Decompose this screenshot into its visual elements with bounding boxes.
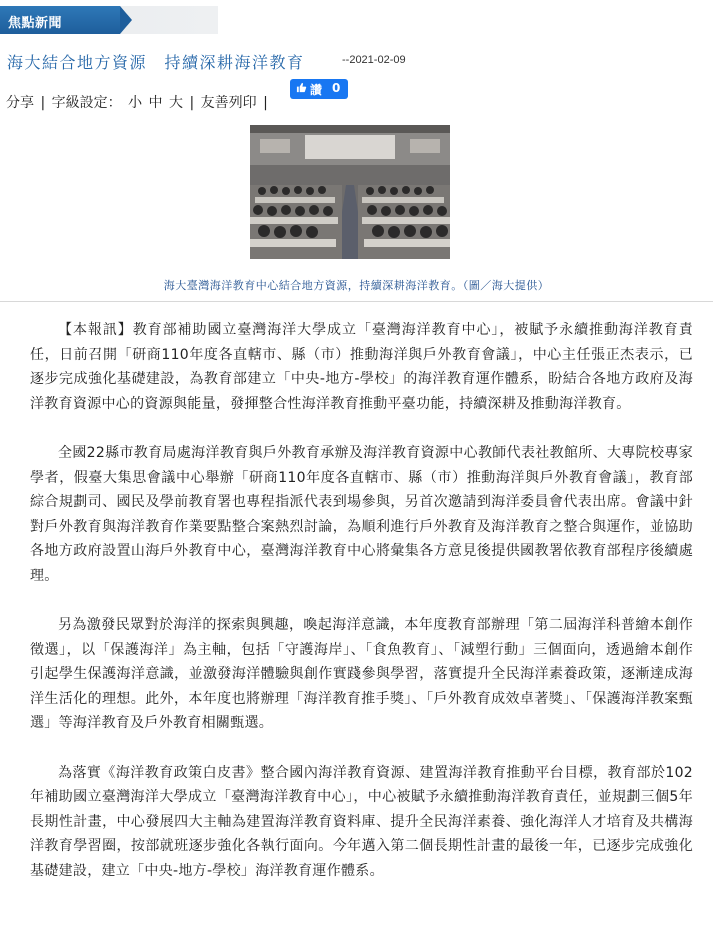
font-small-link[interactable]: 小: [128, 95, 143, 111]
font-size-label: 字級設定：: [51, 95, 122, 111]
article-toolbar: [6, 92, 270, 112]
photo-caption: 海大臺灣海洋教育中心結合地方資源，持續深耕海洋教育。（圖／海大提供）: [163, 279, 550, 292]
article-title: 海大結合地方資源 持續深耕海洋教育: [7, 53, 305, 72]
article-photo: [250, 125, 450, 259]
divider: [0, 301, 713, 302]
toolbar-separator: |: [189, 95, 195, 111]
print-link[interactable]: 友善列印: [200, 95, 257, 111]
like-label: 讚: [310, 83, 323, 97]
article-paragraph: 全國22縣市教育局處海洋教育與戶外教育承辦及海洋教育資源中心教師代表社教館所、大專院校專家學者，假臺大集思會議中心舉辦「研商110年度各直轄市、縣（市）推動海洋與戶外教育會議」，教育部綜合規劃司、國民及學前教育署也專程指派代表到場參與，另首次邀請到海洋委員會代表出席。會議中針對戶外教育與海洋教育作業要點整合案熱烈討論，為順利進行戶外教育及海洋教育之整合與運作，並協助各地方政府設置山海戶外教育中心，臺灣海洋教育中心將彙集各方意見後提供國教署依教育部程序後續處理。: [30, 445, 693, 584]
font-medium-link[interactable]: 中: [148, 95, 163, 111]
article-body: [30, 318, 693, 908]
article-paragraph: 為落實《海洋教育政策白皮書》整合國內海洋教育資源、建置海洋教育推動平台目標，教育部於102年補助國立臺灣海洋大學成立「臺灣海洋教育中心」，中心被賦予永續推動海洋教育責任，並規劃三個5年長期性計畫，中心發展四大主軸為建置海洋教育資料庫、提升全民海洋素養、強化海洋人才培育及共構海洋教育學習圈，按部就班逐步強化各執行面向。今年邁入第二個長期性計畫的最後一年，已逐步完成強化基礎建設，建立「中央-地方-學校」海洋教育運作體系。: [30, 764, 693, 879]
section-tag: [0, 6, 218, 34]
article-paragraph: 【本報訊】教育部補助國立臺灣海洋大學成立「臺灣海洋教育中心」，被賦予永續推動海洋教育責任，日前召開「研商110年度各直轄市、縣（市）推動海洋與戶外教育會議」，中心主任張正杰表示，已逐步完成強化基礎建設，為教育部建立「中央-地方-學校」的海洋教育運作體系，盼結合各地方政府及海洋教育資源中心的資源與能量，發揮整合性海洋教育推動平臺功能，持續深耕及推動海洋教育。: [30, 322, 693, 412]
thumbs-up-icon: [296, 82, 307, 96]
font-large-link[interactable]: 大: [168, 95, 183, 111]
article-date: --2021-02-09: [342, 54, 406, 66]
share-link[interactable]: 分享: [6, 95, 34, 111]
like-count: 0: [332, 81, 341, 95]
toolbar-separator: |: [263, 95, 268, 111]
facebook-like-button[interactable]: [290, 79, 348, 99]
section-tag-label: 焦點新聞: [8, 16, 63, 31]
article-paragraph: 另為激發民眾對於海洋的探索與興趣，喚起海洋意識，本年度教育部辦理「第二屆海洋科普繪本創作徵選」，以「保護海洋」為主軸，包括「守護海岸」、「食魚教育」、「減塑行動」三個面向，透過繪本創作引起學生保護海洋意識，並激發海洋體驗與創作實踐參與學習，落實提升全民海洋素養政策，逐漸達成海洋生活化的理想。此外，本年度也將辦理「海洋教育推手獎」、「戶外教育成效卓著獎」、「保護海洋教案甄選」等海洋教育及戶外教育相關甄選。: [30, 617, 693, 731]
toolbar-separator: |: [40, 95, 46, 111]
tag-arrow: [120, 6, 132, 34]
